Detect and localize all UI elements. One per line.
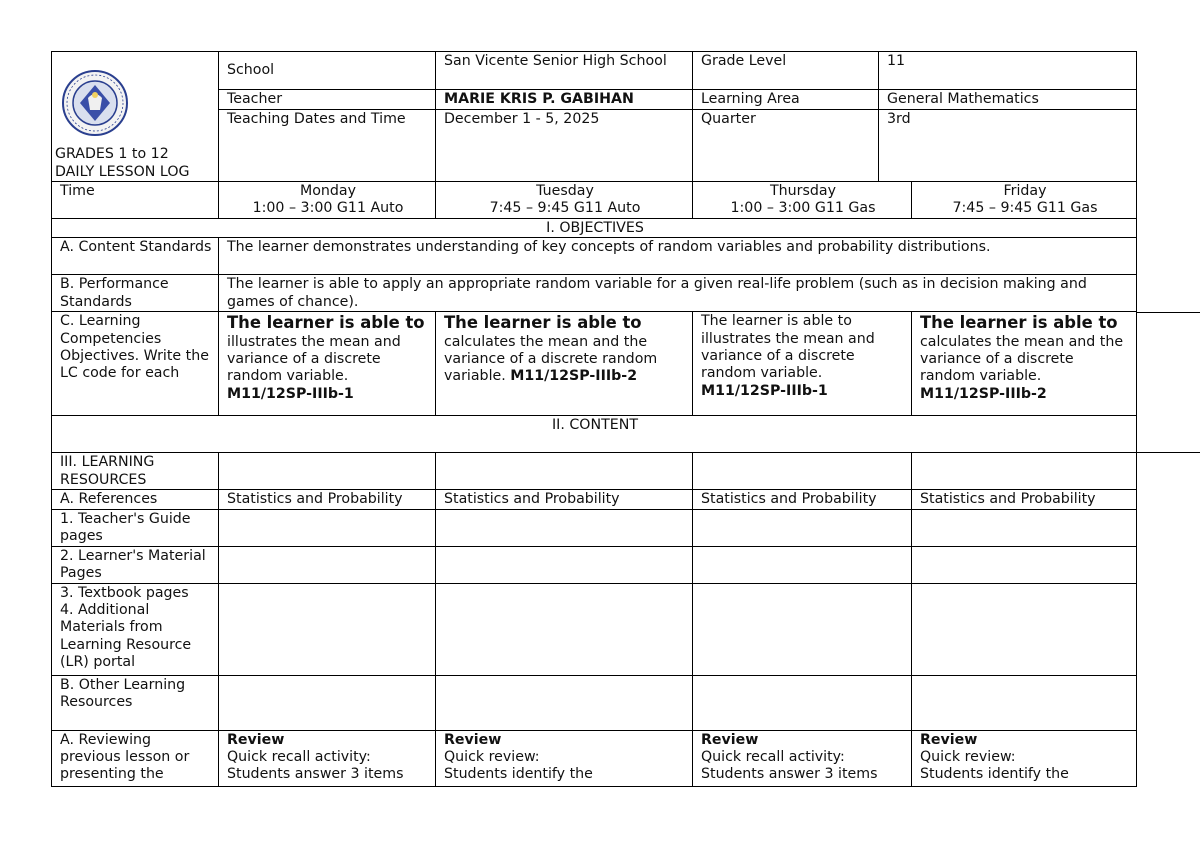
learning-area-label: Learning Area <box>693 90 879 110</box>
grade-level-label: Grade Level <box>693 52 879 90</box>
review-friday: Review Quick review: Students identify the <box>912 730 1137 786</box>
quarter-value: 3rd <box>879 110 1137 182</box>
other-resources-label: B. Other Learning Resources <box>52 675 219 730</box>
resources-cell-thursday <box>693 453 912 490</box>
learners-material-label: 2. Learner's Material Pages <box>52 546 219 583</box>
teachers-guide-friday <box>912 509 1137 546</box>
teacher-value: MARIE KRIS P. GABIHAN <box>436 90 693 110</box>
teachers-guide-thursday <box>693 509 912 546</box>
school-label: School <box>219 52 436 90</box>
learners-material-thursday <box>693 546 912 583</box>
quarter-label: Quarter <box>693 110 879 182</box>
learners-material-tuesday <box>436 546 693 583</box>
learners-material-monday <box>219 546 436 583</box>
reference-tuesday: Statistics and Probability <box>436 490 693 509</box>
textbook-friday <box>912 583 1137 675</box>
learners-material-friday <box>912 546 1137 583</box>
reference-friday: Statistics and Probability <box>912 490 1137 509</box>
dll-title-cell <box>52 52 219 182</box>
other-resources-thursday <box>693 675 912 730</box>
resources-cell-tuesday <box>436 453 693 490</box>
learning-area-value: General Mathematics <box>879 90 1137 110</box>
competency-friday: The learner is able to calculates the mean and the variance of a discrete random variable. M11/12SP-IIIb-2 <box>912 312 1137 416</box>
reference-monday: Statistics and Probability <box>219 490 436 509</box>
dll-title: GRADES 1 to 12 DAILY LESSON LOG <box>55 146 190 180</box>
content-standards-text: The learner demonstrates understanding of key concepts of random variables and probability distributions. <box>219 238 1137 275</box>
border-fragment-competencies <box>1136 312 1200 313</box>
teachers-guide-tuesday <box>436 509 693 546</box>
teaching-dates-label: Teaching Dates and Time <box>219 110 436 182</box>
deped-seal-icon <box>55 70 135 140</box>
teacher-label: Teacher <box>219 90 436 110</box>
textbook-pages-label: 3. Textbook pages <box>60 584 189 601</box>
review-monday: Review Quick recall activity: Students answer 3 items <box>219 730 436 786</box>
dll-table <box>51 51 1137 787</box>
learning-competencies-label: C. Learning Competencies Objectives. Write the LC code for each <box>52 312 219 416</box>
day-thursday: Thursday 1:00 – 3:00 G11 Gas <box>693 182 912 219</box>
review-label: A. Reviewing previous lesson or presenting the <box>52 730 219 786</box>
school-value: San Vicente Senior High School <box>436 52 693 90</box>
competency-thursday: The learner is able to illustrates the mean and variance of a discrete random variable. M11/12SP-IIIb-1 <box>693 312 912 416</box>
reference-thursday: Statistics and Probability <box>693 490 912 509</box>
competency-monday: The learner is able to illustrates the mean and variance of a discrete random variable. M11/12SP-IIIb-1 <box>219 312 436 416</box>
day-tuesday: Tuesday 7:45 – 9:45 G11 Auto <box>436 182 693 219</box>
learning-resources-label: III. LEARNING RESOURCES <box>52 453 219 490</box>
content-standards-label: A. Content Standards <box>52 238 219 275</box>
grade-level-value: 11 <box>879 52 1137 90</box>
textbook-thursday <box>693 583 912 675</box>
resources-cell-friday <box>912 453 1137 490</box>
teaching-dates-value: December 1 - 5, 2025 <box>436 110 693 182</box>
competency-tuesday: The learner is able to calculates the mean and the variance of a discrete random variable. M11/12SP-IIIb-2 <box>436 312 693 416</box>
content-heading: II. CONTENT <box>52 416 1137 453</box>
other-resources-friday <box>912 675 1137 730</box>
day-friday: Friday 7:45 – 9:45 G11 Gas <box>912 182 1137 219</box>
border-fragment-content <box>1136 452 1200 453</box>
textbook-monday <box>219 583 436 675</box>
textbook-tuesday <box>436 583 693 675</box>
other-resources-monday <box>219 675 436 730</box>
references-label: A. References <box>52 490 219 509</box>
resources-cell-monday <box>219 453 436 490</box>
objectives-heading: I. OBJECTIVES <box>52 218 1137 237</box>
performance-standards-label: B. Performance Standards <box>52 275 219 312</box>
teachers-guide-label: 1. Teacher's Guide pages <box>52 509 219 546</box>
textbook-additional-label <box>52 583 219 675</box>
additional-materials-label: 4. Additional Materials from Learning Resource (LR) portal <box>60 602 192 671</box>
review-tuesday: Review Quick review: Students identify the <box>436 730 693 786</box>
daily-lesson-log-sheet <box>51 51 1136 787</box>
review-thursday: Review Quick recall activity: Students answer 3 items <box>693 730 912 786</box>
day-monday: Monday 1:00 – 3:00 G11 Auto <box>219 182 436 219</box>
time-label: Time <box>52 182 219 219</box>
performance-standards-text: The learner is able to apply an appropriate random variable for a given real-life problem (such as in decision making and games of chance). <box>219 275 1137 312</box>
other-resources-tuesday <box>436 675 693 730</box>
teachers-guide-monday <box>219 509 436 546</box>
